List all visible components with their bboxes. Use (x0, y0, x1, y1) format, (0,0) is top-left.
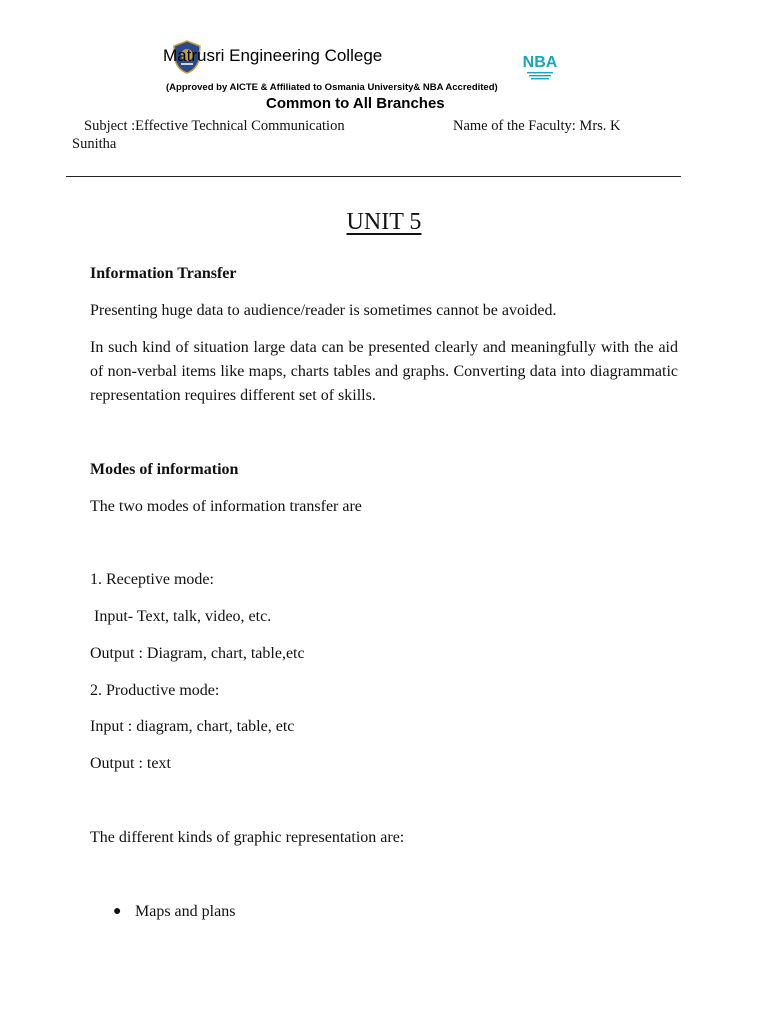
approval-line: (Approved by AICTE & Affiliated to Osmania University& NBA Accredited) (166, 82, 498, 93)
graphic-intro: The different kinds of graphic representation are: (90, 829, 405, 846)
productive-mode: 2. Productive mode: (90, 682, 220, 699)
information-transfer-heading: Information Transfer (90, 265, 237, 282)
common-branches: Common to All Branches (266, 95, 445, 112)
bullet-icon: ● (113, 904, 122, 919)
header-divider (66, 176, 681, 177)
nba-accreditation-icon (521, 50, 559, 84)
productive-input: Input : diagram, chart, table, etc (90, 718, 295, 735)
modes-heading: Modes of information (90, 461, 239, 478)
intro-line: Presenting huge data to audience/reader is sometimes cannot be avoided. (90, 302, 557, 319)
unit-title: UNIT 5 (346, 209, 422, 235)
receptive-output: Output : Diagram, chart, table,etc (90, 645, 305, 662)
productive-output: Output : text (90, 755, 171, 772)
faculty-line: Name of the Faculty: Mrs. K (453, 118, 621, 134)
faculty-line-continued: Sunitha (72, 136, 117, 152)
nba-logo (521, 50, 559, 84)
subject-line: Subject :Effective Technical Communication (84, 118, 345, 134)
receptive-input: Input- Text, talk, video, etc. (90, 608, 272, 625)
nba-logo-text: NBA (522, 54, 558, 71)
receptive-mode: 1. Receptive mode: (90, 571, 214, 588)
list-item: Maps and plans (135, 903, 236, 920)
college-name: Matrusri Engineering College (163, 46, 383, 65)
intro-paragraph: In such kind of situation large data can be presented clearly and meaningfully with the aid of non-verbal items like maps, charts tables and graphs. Converting data into diagrammatic representation requires different set of skills. (90, 339, 678, 404)
modes-intro: The two modes of information transfer are (90, 498, 362, 515)
